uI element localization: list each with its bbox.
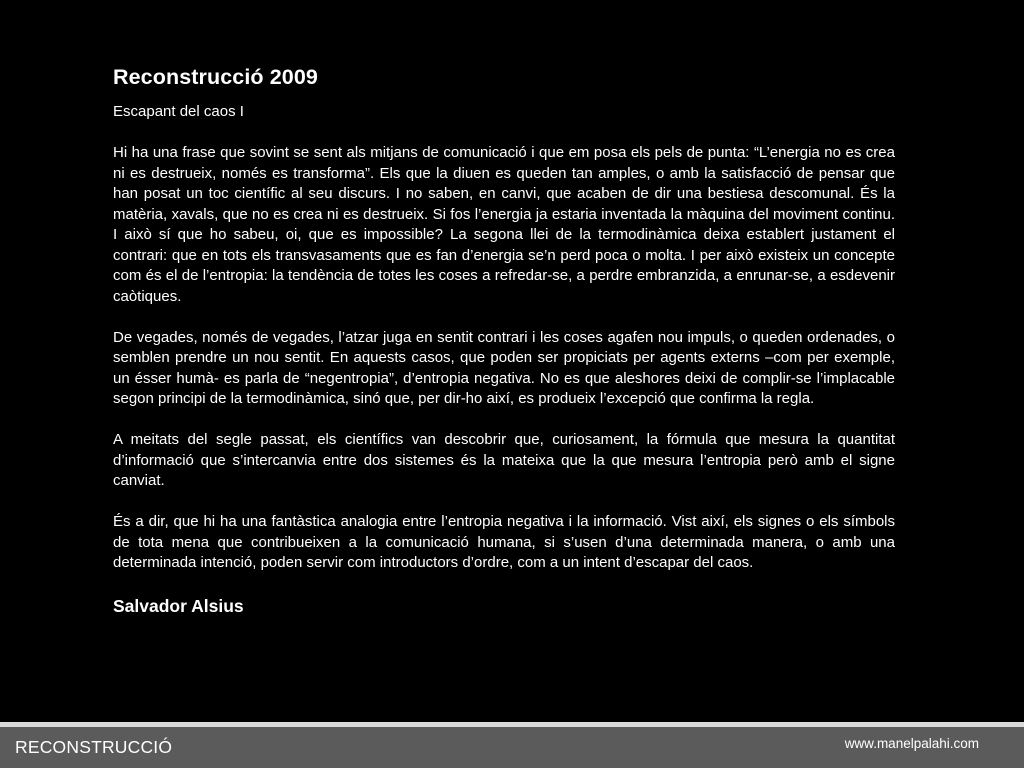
- article: [113, 62, 895, 618]
- article-paragraph-1: Hi ha una frase que sovint se sent als mitjans de comunicació i que em posa els pels de punta: “L’energia no es crea ni es destrueix, només es transforma”. Els que la diuen es queden tan amples, o amb la satisfacció de pensar que han posat un toc científic al seu discurs. I no saben, en canvi, que acaben de dir una bestiesa descomunal. És la matèria, xavals, que no es crea ni es destrueix. Si fos l’energia ja estaria inventada la màquina del moviment continu. I això sí que ho sabeu, oi, que es impossible? La segona llei de la termodinàmica deixa establert justament el contrari: que en tots els transvasaments que es fan d’energia se’n perd poca o molta. I per això existeix un concepte com és el de l’entropia: la tendència de totes les coses a refredar-se, a perdre embranzida, a enrunar-se, a esdevenir caòtiques.: [113, 144, 895, 305]
- footer-website-link[interactable]: www.manelpalahi.com: [844, 736, 979, 751]
- article-subtitle: Escapant del caos I: [113, 103, 244, 120]
- footer-title: RECONSTRUCCIÓ: [15, 737, 173, 757]
- article-paragraph-4: És a dir, que hi ha una fantàstica analogia entre l’entropia negativa i la informació. Vist així, els signes o els símbols de tota mena que contribueixen a la comunicació humana, si s’usen d’una determinada manera, o amb una determinada intenció, poden servir com introductors d’ordre, com a un intent d’escapar del caos.: [113, 513, 895, 571]
- article-paragraph-3: A meitats del segle passat, els científics van descobrir que, curiosament, la fórmula que mesura la quantitat d’informació que s’intercanvia entre dos sistemes és la mateixa que la que mesura l’entropia però amb el signe canviat.: [113, 431, 895, 489]
- article-title: Reconstrucció 2009: [113, 65, 318, 89]
- article-paragraph-2: De vegades, només de vegades, l’atzar juga en sentit contrari i les coses agafen nou impuls, o queden ordenades, o semblen prendre un nou sentit. En aquests casos, que poden ser propiciats per agents externs –com per exemple, un ésser humà- es parla de “negentropia”, d’entropia negativa. No es que aleshores deixi de complir-se l’implacable segon principi de la termodinàmica, sinó que, per dir-ho així, es produeix l’excepció que confirma la regla.: [113, 328, 895, 407]
- author-signature: Salvador Alsius: [113, 595, 244, 616]
